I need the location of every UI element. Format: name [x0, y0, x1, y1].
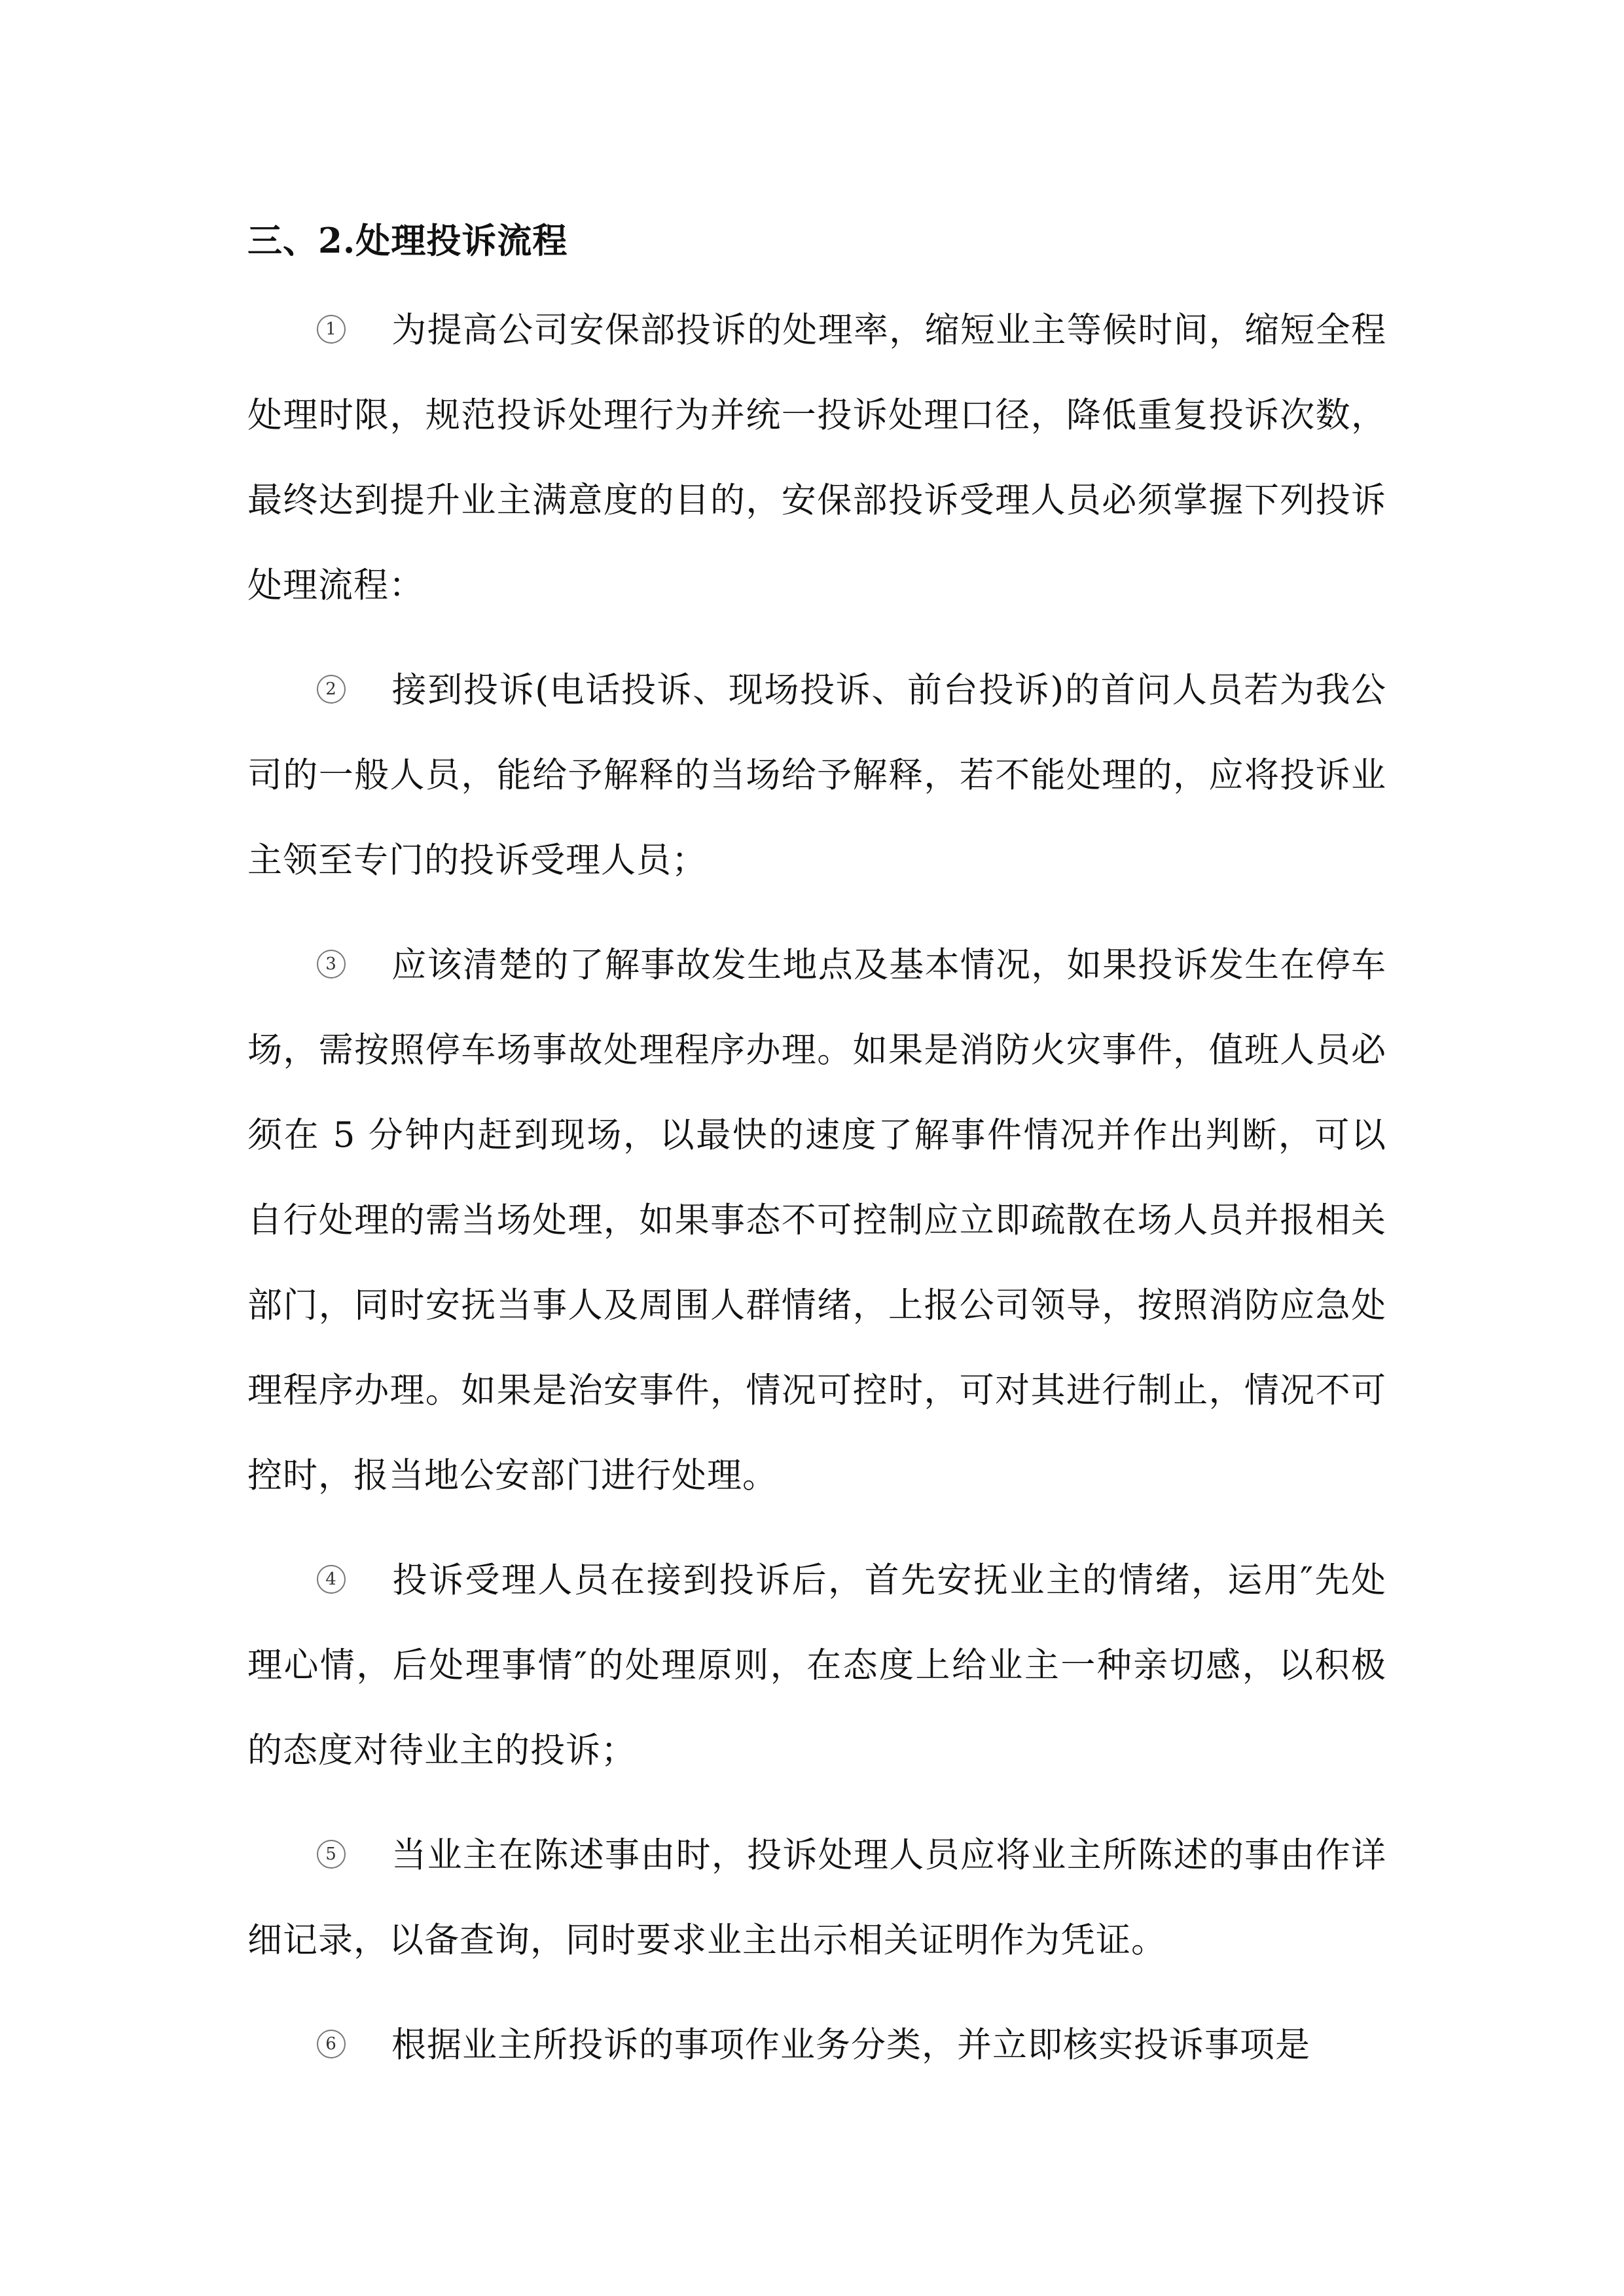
circled-number-6: 6	[317, 2030, 346, 2058]
paragraph-4	[247, 1538, 1386, 1793]
paragraph-3-text: 应该清楚的了解事故发生地点及基本情况，如果投诉发生在停车场，需按照停车场事故处理程序办理。如果是消防火灾事件，值班人员必须在 5 分钟内赶到现场，以最快的速度了解事件情况并作出判断，可以自行处理的需当场处理，如果事态不可控制应立即疏散在场人员并报相关部门，同时安抚当事人及周围人群情绪，上报公司领导，按照消防应急处理程序办理。如果是治安事件，情况可控时，可对其进行制止，情况不可控时，报当地公安部门进行处理。	[247, 945, 1386, 1496]
circled-number-1: 1	[317, 315, 346, 344]
paragraph-3	[247, 923, 1386, 1518]
paragraph-6-text: 根据业主所投诉的事项作业务分类，并立即核实投诉事项是	[391, 2025, 1310, 2065]
document-body	[247, 208, 1386, 2108]
paragraph-1-text: 为提高公司安保部投诉的处理率，缩短业主等候时间，缩短全程处理时限，规范投诉处理行为并统一投诉处理口径，降低重复投诉次数，最终达到提升业主满意度的目的，安保部投诉受理人员必须掌握下列投诉处理流程：	[247, 310, 1386, 605]
paragraph-1	[247, 288, 1386, 628]
circled-number-2: 2	[317, 675, 346, 704]
paragraph-5-text: 当业主在陈述事由时，投诉处理人员应将业主所陈述的事由作详细记录，以备查询，同时要求业主出示相关证明作为凭证。	[247, 1835, 1386, 1960]
circled-number-4: 4	[317, 1565, 346, 1594]
paragraph-5	[247, 1813, 1386, 1983]
circled-number-5: 5	[317, 1840, 346, 1869]
paragraph-4-text: 投诉受理人员在接到投诉后，首先安抚业主的情绪，运用″先处理心情，后处理事情″的处理原则，在态度上给业主一种亲切感，以积极的态度对待业主的投诉；	[247, 1560, 1386, 1770]
paragraph-2-text: 接到投诉(电话投诉、现场投诉、前台投诉)的首问人员若为我公司的一般人员，能给予解释的当场给予解释，若不能处理的，应将投诉业主领至专门的投诉受理人员；	[247, 670, 1386, 880]
paragraph-2	[247, 648, 1386, 903]
paragraph-6	[247, 2003, 1386, 2088]
section-heading: 三、2.处理投诉流程	[247, 221, 568, 261]
circled-number-3: 3	[317, 950, 346, 978]
